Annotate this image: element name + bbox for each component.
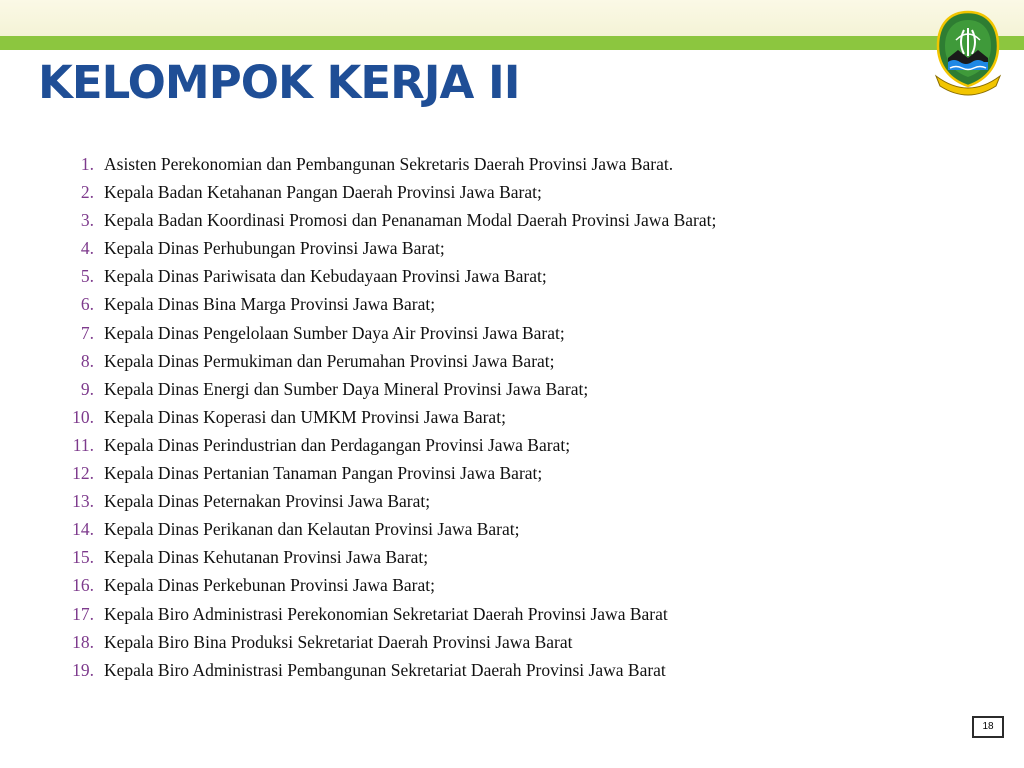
- item-number: 3.: [80, 210, 94, 231]
- list-item: [40, 178, 716, 206]
- item-number: 14.: [72, 519, 94, 540]
- item-number: 17.: [72, 603, 94, 624]
- item-number: 13.: [72, 491, 94, 512]
- list-item: [40, 459, 716, 487]
- item-text: Kepala Dinas Perikanan dan Kelautan Provinsi Jawa Barat;: [104, 519, 520, 540]
- list-item: [40, 150, 716, 178]
- item-number: 16.: [72, 575, 94, 596]
- item-text: Kepala Dinas Kehutanan Provinsi Jawa Barat;: [104, 547, 429, 568]
- list-item: [40, 375, 716, 403]
- list-item: [40, 515, 716, 543]
- item-number: 2.: [80, 182, 94, 203]
- list-item: [40, 656, 716, 684]
- list-item: [40, 347, 716, 375]
- item-text: Kepala Dinas Pariwisata dan Kebudayaan Provinsi Jawa Barat;: [104, 266, 547, 287]
- item-text: Kepala Biro Administrasi Pembangunan Sekretariat Daerah Provinsi Jawa Barat: [104, 659, 666, 680]
- item-text: Asisten Perekonomian dan Pembangunan Sekretaris Daerah Provinsi Jawa Barat.: [104, 154, 674, 174]
- item-text: Kepala Badan Ketahanan Pangan Daerah Provinsi Jawa Barat;: [104, 182, 542, 203]
- item-number: 1.: [80, 154, 94, 174]
- item-text: Kepala Dinas Permukiman dan Perumahan Provinsi Jawa Barat;: [104, 350, 555, 371]
- item-text: Kepala Biro Bina Produksi Sekretariat Daerah Provinsi Jawa Barat: [104, 631, 573, 652]
- page-number: 18: [972, 716, 1004, 738]
- list-item: [40, 290, 716, 318]
- item-number: 15.: [72, 547, 94, 568]
- item-text: Kepala Dinas Energi dan Sumber Daya Mineral Provinsi Jawa Barat;: [104, 378, 589, 399]
- item-text: Kepala Dinas Perkebunan Provinsi Jawa Barat;: [104, 575, 435, 596]
- item-number: 18.: [72, 631, 94, 652]
- item-text: Kepala Dinas Perindustrian dan Perdagangan Provinsi Jawa Barat;: [104, 434, 571, 455]
- slide-title: KELOMPOK KERJA II: [38, 56, 520, 109]
- list-item: [40, 571, 716, 599]
- header-band: [0, 0, 1024, 36]
- item-number: 6.: [80, 294, 94, 315]
- list-item: [40, 628, 716, 656]
- list-item: [40, 543, 716, 571]
- list-item: [40, 403, 716, 431]
- item-text: Kepala Dinas Koperasi dan UMKM Provinsi Jawa Barat;: [104, 406, 506, 427]
- item-text: Kepala Dinas Pengelolaan Sumber Daya Air Provinsi Jawa Barat;: [104, 322, 565, 343]
- item-number: 10.: [72, 406, 94, 427]
- accent-bar: [0, 36, 1024, 50]
- item-number: 19.: [72, 659, 94, 680]
- list-item: [40, 487, 716, 515]
- list-item: [40, 234, 716, 262]
- item-text: Kepala Dinas Perhubungan Provinsi Jawa Barat;: [104, 238, 445, 259]
- item-number: 12.: [72, 463, 94, 484]
- item-text: Kepala Dinas Bina Marga Provinsi Jawa Barat;: [104, 294, 436, 315]
- west-java-emblem-icon: [934, 10, 1002, 98]
- list-item: [40, 600, 716, 628]
- item-text: Kepala Dinas Peternakan Provinsi Jawa Barat;: [104, 491, 431, 512]
- item-number: 9.: [80, 378, 94, 399]
- list-item: [40, 431, 716, 459]
- item-number: 7.: [80, 322, 94, 343]
- item-number: 8.: [80, 350, 94, 371]
- list-item: [40, 319, 716, 347]
- item-number: 5.: [80, 266, 94, 287]
- member-list: [40, 150, 716, 684]
- item-number: 4.: [80, 238, 94, 259]
- item-text: Kepala Biro Administrasi Perekonomian Sekretariat Daerah Provinsi Jawa Barat: [104, 603, 668, 624]
- item-text: Kepala Dinas Pertanian Tanaman Pangan Provinsi Jawa Barat;: [104, 463, 543, 484]
- list-item: [40, 206, 716, 234]
- list-item: [40, 262, 716, 290]
- item-number: 11.: [72, 434, 94, 455]
- item-text: Kepala Badan Koordinasi Promosi dan Penanaman Modal Daerah Provinsi Jawa Barat;: [104, 210, 717, 231]
